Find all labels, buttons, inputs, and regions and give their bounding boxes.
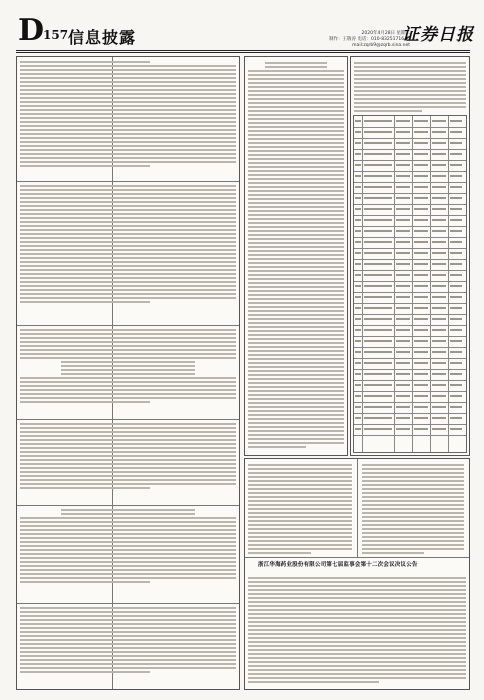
masthead-rule-thin — [16, 52, 470, 53]
left-column-table — [16, 56, 240, 690]
table-cell-text — [432, 153, 446, 155]
table-cell-text — [396, 274, 410, 276]
table-cell-text — [450, 164, 462, 166]
table-cell-text — [396, 351, 410, 353]
table-cell-text — [450, 131, 462, 133]
table-cell-text — [414, 219, 428, 221]
masthead-rule — [16, 50, 470, 51]
table-cell-text — [396, 406, 410, 408]
table-cell-text — [364, 285, 392, 287]
table-cell-text — [414, 329, 428, 331]
table-cell-text — [396, 263, 410, 265]
table-cell-text — [432, 208, 446, 210]
table-row-divider — [354, 413, 466, 414]
header-info — [280, 31, 410, 49]
table-cell-text — [355, 241, 361, 243]
table-cell-text — [396, 175, 410, 177]
table-cell-text — [414, 208, 428, 210]
table-cell-text — [450, 384, 462, 386]
table-cell-text — [450, 186, 462, 188]
table-row-divider — [354, 435, 466, 436]
table-cell-text — [432, 373, 446, 375]
holdings-table — [353, 115, 467, 453]
table-cell-text — [355, 164, 361, 166]
table-cell-text — [364, 252, 392, 254]
table-cell-text — [396, 285, 410, 287]
table-cell-text — [432, 406, 446, 408]
table-row-divider — [354, 380, 466, 381]
table-cell-text — [450, 197, 462, 199]
table-cell-text — [364, 131, 392, 133]
table-cell-text — [355, 318, 361, 320]
table-cell-text — [396, 252, 410, 254]
table-cell-text — [414, 296, 428, 298]
table-cell-text — [355, 296, 361, 298]
table-cell-text — [450, 296, 462, 298]
table-cell-text — [355, 384, 361, 386]
date-line: 2020年4月28日 星期二 — [361, 31, 410, 36]
table-cell-text — [432, 340, 446, 342]
table-cell-text — [396, 362, 410, 364]
table-cell-text — [414, 131, 428, 133]
table-cell-text — [432, 241, 446, 243]
table-cell-text — [364, 208, 392, 210]
table-cell-text — [414, 307, 428, 309]
left-text-block-3 — [17, 327, 239, 403]
table-cell-text — [414, 186, 428, 188]
table-row-divider — [354, 336, 466, 337]
bottom-divider — [357, 459, 358, 557]
masthead — [10, 14, 476, 50]
table-row-divider — [354, 160, 466, 161]
table-row-divider — [354, 325, 466, 326]
table-cell-text — [355, 373, 361, 375]
table-cell-text — [432, 428, 446, 430]
table-cell-text — [450, 406, 462, 408]
table-cell-text — [432, 219, 446, 221]
announcement-title: 浙江华海药业股份有限公司第七届监事会第十二次会议决议公告 — [258, 562, 418, 568]
table-row-divider — [354, 171, 466, 172]
table-cell-text — [364, 329, 392, 331]
table-cell-text — [364, 241, 392, 243]
table-cell-text — [396, 395, 410, 397]
table-cell-text — [364, 120, 392, 122]
table-cell-text — [450, 417, 462, 419]
table-cell-text — [432, 164, 446, 166]
table-cell-text — [432, 175, 446, 177]
table-row-divider — [354, 292, 466, 293]
table-cell-text — [355, 406, 361, 408]
table-cell-text — [432, 384, 446, 386]
table-cell-text — [450, 340, 462, 342]
table-cell-text — [355, 351, 361, 353]
table-cell-text — [414, 417, 428, 419]
table-row-divider — [354, 303, 466, 304]
table-cell-text — [432, 296, 446, 298]
bottom-right-announcement — [244, 458, 470, 690]
table-cell-text — [450, 153, 462, 155]
table-cell-text — [396, 186, 410, 188]
table-cell-text — [355, 131, 361, 133]
table-cell-text — [414, 197, 428, 199]
table-cell-text — [432, 230, 446, 232]
table-cell-text — [414, 362, 428, 364]
left-text-block-2 — [17, 183, 239, 303]
table-cell-text — [450, 307, 462, 309]
table-cell-text — [355, 153, 361, 155]
table-cell-text — [432, 351, 446, 353]
table-cell-text — [355, 175, 361, 177]
table-cell-text — [450, 252, 462, 254]
table-cell-text — [355, 395, 361, 397]
table-cell-text — [396, 120, 410, 122]
table-cell-text — [432, 362, 446, 364]
table-cell-text — [414, 274, 428, 276]
table-cell-text — [432, 142, 446, 144]
table-cell-text — [396, 384, 410, 386]
table-cell-text — [396, 219, 410, 221]
table-cell-text — [432, 131, 446, 133]
table-row-divider — [354, 358, 466, 359]
table-row-divider — [354, 127, 466, 128]
table-row-divider — [354, 248, 466, 249]
table-row-divider — [354, 215, 466, 216]
table-row-divider — [354, 281, 466, 282]
table-cell-text — [396, 208, 410, 210]
table-cell-text — [396, 131, 410, 133]
table-cell-text — [450, 120, 462, 122]
table-cell-text — [364, 164, 392, 166]
announcement-body — [245, 575, 469, 683]
table-cell-text — [432, 285, 446, 287]
table-row-divider — [354, 182, 466, 183]
table-cell-text — [396, 241, 410, 243]
table-row-divider — [354, 138, 466, 139]
table-cell-text — [355, 417, 361, 419]
table-cell-text — [450, 263, 462, 265]
table-cell-text — [414, 428, 428, 430]
table-cell-text — [414, 263, 428, 265]
table-cell-text — [396, 318, 410, 320]
table-cell-text — [364, 274, 392, 276]
table-cell-text — [396, 197, 410, 199]
table-cell-text — [364, 318, 392, 320]
left-text-block-4 — [17, 421, 239, 489]
table-cell-text — [355, 208, 361, 210]
table-cell-text — [355, 274, 361, 276]
table-cell-text — [355, 230, 361, 232]
table-cell-text — [432, 274, 446, 276]
table-cell-text — [396, 153, 410, 155]
table-cell-text — [414, 175, 428, 177]
contact-line: 制作：王敬涛 电话：010-83251716 E-mail:zqrb9@zqrb.sina.net — [329, 37, 410, 48]
table-row-divider — [354, 226, 466, 227]
table-cell-text — [396, 340, 410, 342]
table-cell-text — [355, 340, 361, 342]
table-cell-text — [364, 362, 392, 364]
table-cell-text — [364, 263, 392, 265]
table-cell-text — [432, 307, 446, 309]
left-text-block-1 — [17, 59, 239, 167]
table-row-divider — [354, 424, 466, 425]
table-row-divider — [354, 391, 466, 392]
table-cell-text — [450, 230, 462, 232]
table-cell-text — [414, 318, 428, 320]
table-cell-text — [450, 318, 462, 320]
table-cell-text — [432, 417, 446, 419]
table-cell-text — [414, 340, 428, 342]
table-cell-text — [355, 252, 361, 254]
table-cell-text — [355, 362, 361, 364]
table-cell-text — [364, 384, 392, 386]
table-cell-text — [364, 395, 392, 397]
table-cell-text — [432, 395, 446, 397]
table-cell-text — [396, 296, 410, 298]
table-cell-text — [364, 406, 392, 408]
table-cell-text — [432, 197, 446, 199]
table-cell-text — [432, 263, 446, 265]
table-cell-text — [432, 329, 446, 331]
left-text-block-5 — [17, 507, 239, 583]
edition-letter: D — [18, 13, 45, 48]
table-cell-text — [414, 241, 428, 243]
table-cell-text — [355, 120, 361, 122]
page-number: 157 — [43, 28, 69, 42]
table-cell-text — [355, 329, 361, 331]
table-cell-text — [364, 219, 392, 221]
table-cell-text — [355, 186, 361, 188]
table-cell-text — [432, 186, 446, 188]
table-row-divider — [354, 270, 466, 271]
table-cell-text — [450, 219, 462, 221]
table-cell-text — [355, 285, 361, 287]
table-cell-text — [396, 142, 410, 144]
table-cell-text — [396, 329, 410, 331]
left-text-block-6 — [17, 605, 239, 673]
table-cell-text — [355, 142, 361, 144]
table-cell-text — [364, 340, 392, 342]
table-cell-text — [414, 395, 428, 397]
table-cell-text — [414, 142, 428, 144]
table-cell-text — [355, 219, 361, 221]
right-intro-text — [351, 60, 469, 112]
table-cell-text — [364, 417, 392, 419]
table-cell-text — [432, 252, 446, 254]
bottom-left-text — [245, 462, 355, 554]
table-cell-text — [414, 351, 428, 353]
table-row-divider — [354, 237, 466, 238]
table-row-divider — [354, 204, 466, 205]
table-cell-text — [450, 395, 462, 397]
table-cell-text — [396, 230, 410, 232]
table-row-divider — [354, 402, 466, 403]
table-cell-text — [414, 153, 428, 155]
table-cell-text — [355, 428, 361, 430]
table-cell-text — [364, 186, 392, 188]
table-cell-text — [414, 406, 428, 408]
table-row-divider — [354, 149, 466, 150]
table-cell-text — [450, 428, 462, 430]
table-row-divider — [354, 369, 466, 370]
table-cell-text — [450, 329, 462, 331]
table-cell-text — [450, 351, 462, 353]
table-cell-text — [450, 373, 462, 375]
table-cell-text — [396, 164, 410, 166]
table-cell-text — [355, 197, 361, 199]
table-cell-text — [450, 274, 462, 276]
middle-column-text — [244, 56, 348, 456]
table-cell-text — [364, 197, 392, 199]
table-cell-text — [450, 285, 462, 287]
table-cell-text — [432, 120, 446, 122]
table-cell-text — [355, 307, 361, 309]
table-cell-text — [396, 373, 410, 375]
table-cell-text — [364, 153, 392, 155]
table-cell-text — [396, 307, 410, 309]
table-cell-text — [414, 384, 428, 386]
table-cell-text — [396, 417, 410, 419]
table-cell-text — [432, 318, 446, 320]
table-cell-text — [364, 230, 392, 232]
table-row-divider — [354, 314, 466, 315]
newspaper-logo: 证券日报 — [402, 25, 474, 45]
table-row-divider — [354, 193, 466, 194]
bottom-right-text — [359, 462, 467, 554]
table-cell-text — [414, 164, 428, 166]
table-cell-text — [364, 175, 392, 177]
table-cell-text — [450, 175, 462, 177]
table-cell-text — [364, 142, 392, 144]
table-cell-text — [364, 428, 392, 430]
table-cell-text — [414, 120, 428, 122]
table-row-divider — [354, 347, 466, 348]
table-row-divider — [354, 259, 466, 260]
middle-text-block — [245, 60, 347, 448]
table-cell-text — [450, 208, 462, 210]
table-cell-text — [414, 230, 428, 232]
table-cell-text — [355, 263, 361, 265]
table-cell-text — [364, 296, 392, 298]
table-cell-text — [414, 252, 428, 254]
table-cell-text — [396, 428, 410, 430]
table-cell-text — [450, 241, 462, 243]
table-cell-text — [450, 142, 462, 144]
table-cell-text — [364, 307, 392, 309]
table-cell-text — [414, 373, 428, 375]
table-cell-text — [364, 373, 392, 375]
table-cell-text — [364, 351, 392, 353]
right-column-table-area — [350, 56, 470, 456]
section-title: 信息披露 — [68, 28, 137, 47]
table-cell-text — [414, 285, 428, 287]
table-cell-text — [450, 362, 462, 364]
